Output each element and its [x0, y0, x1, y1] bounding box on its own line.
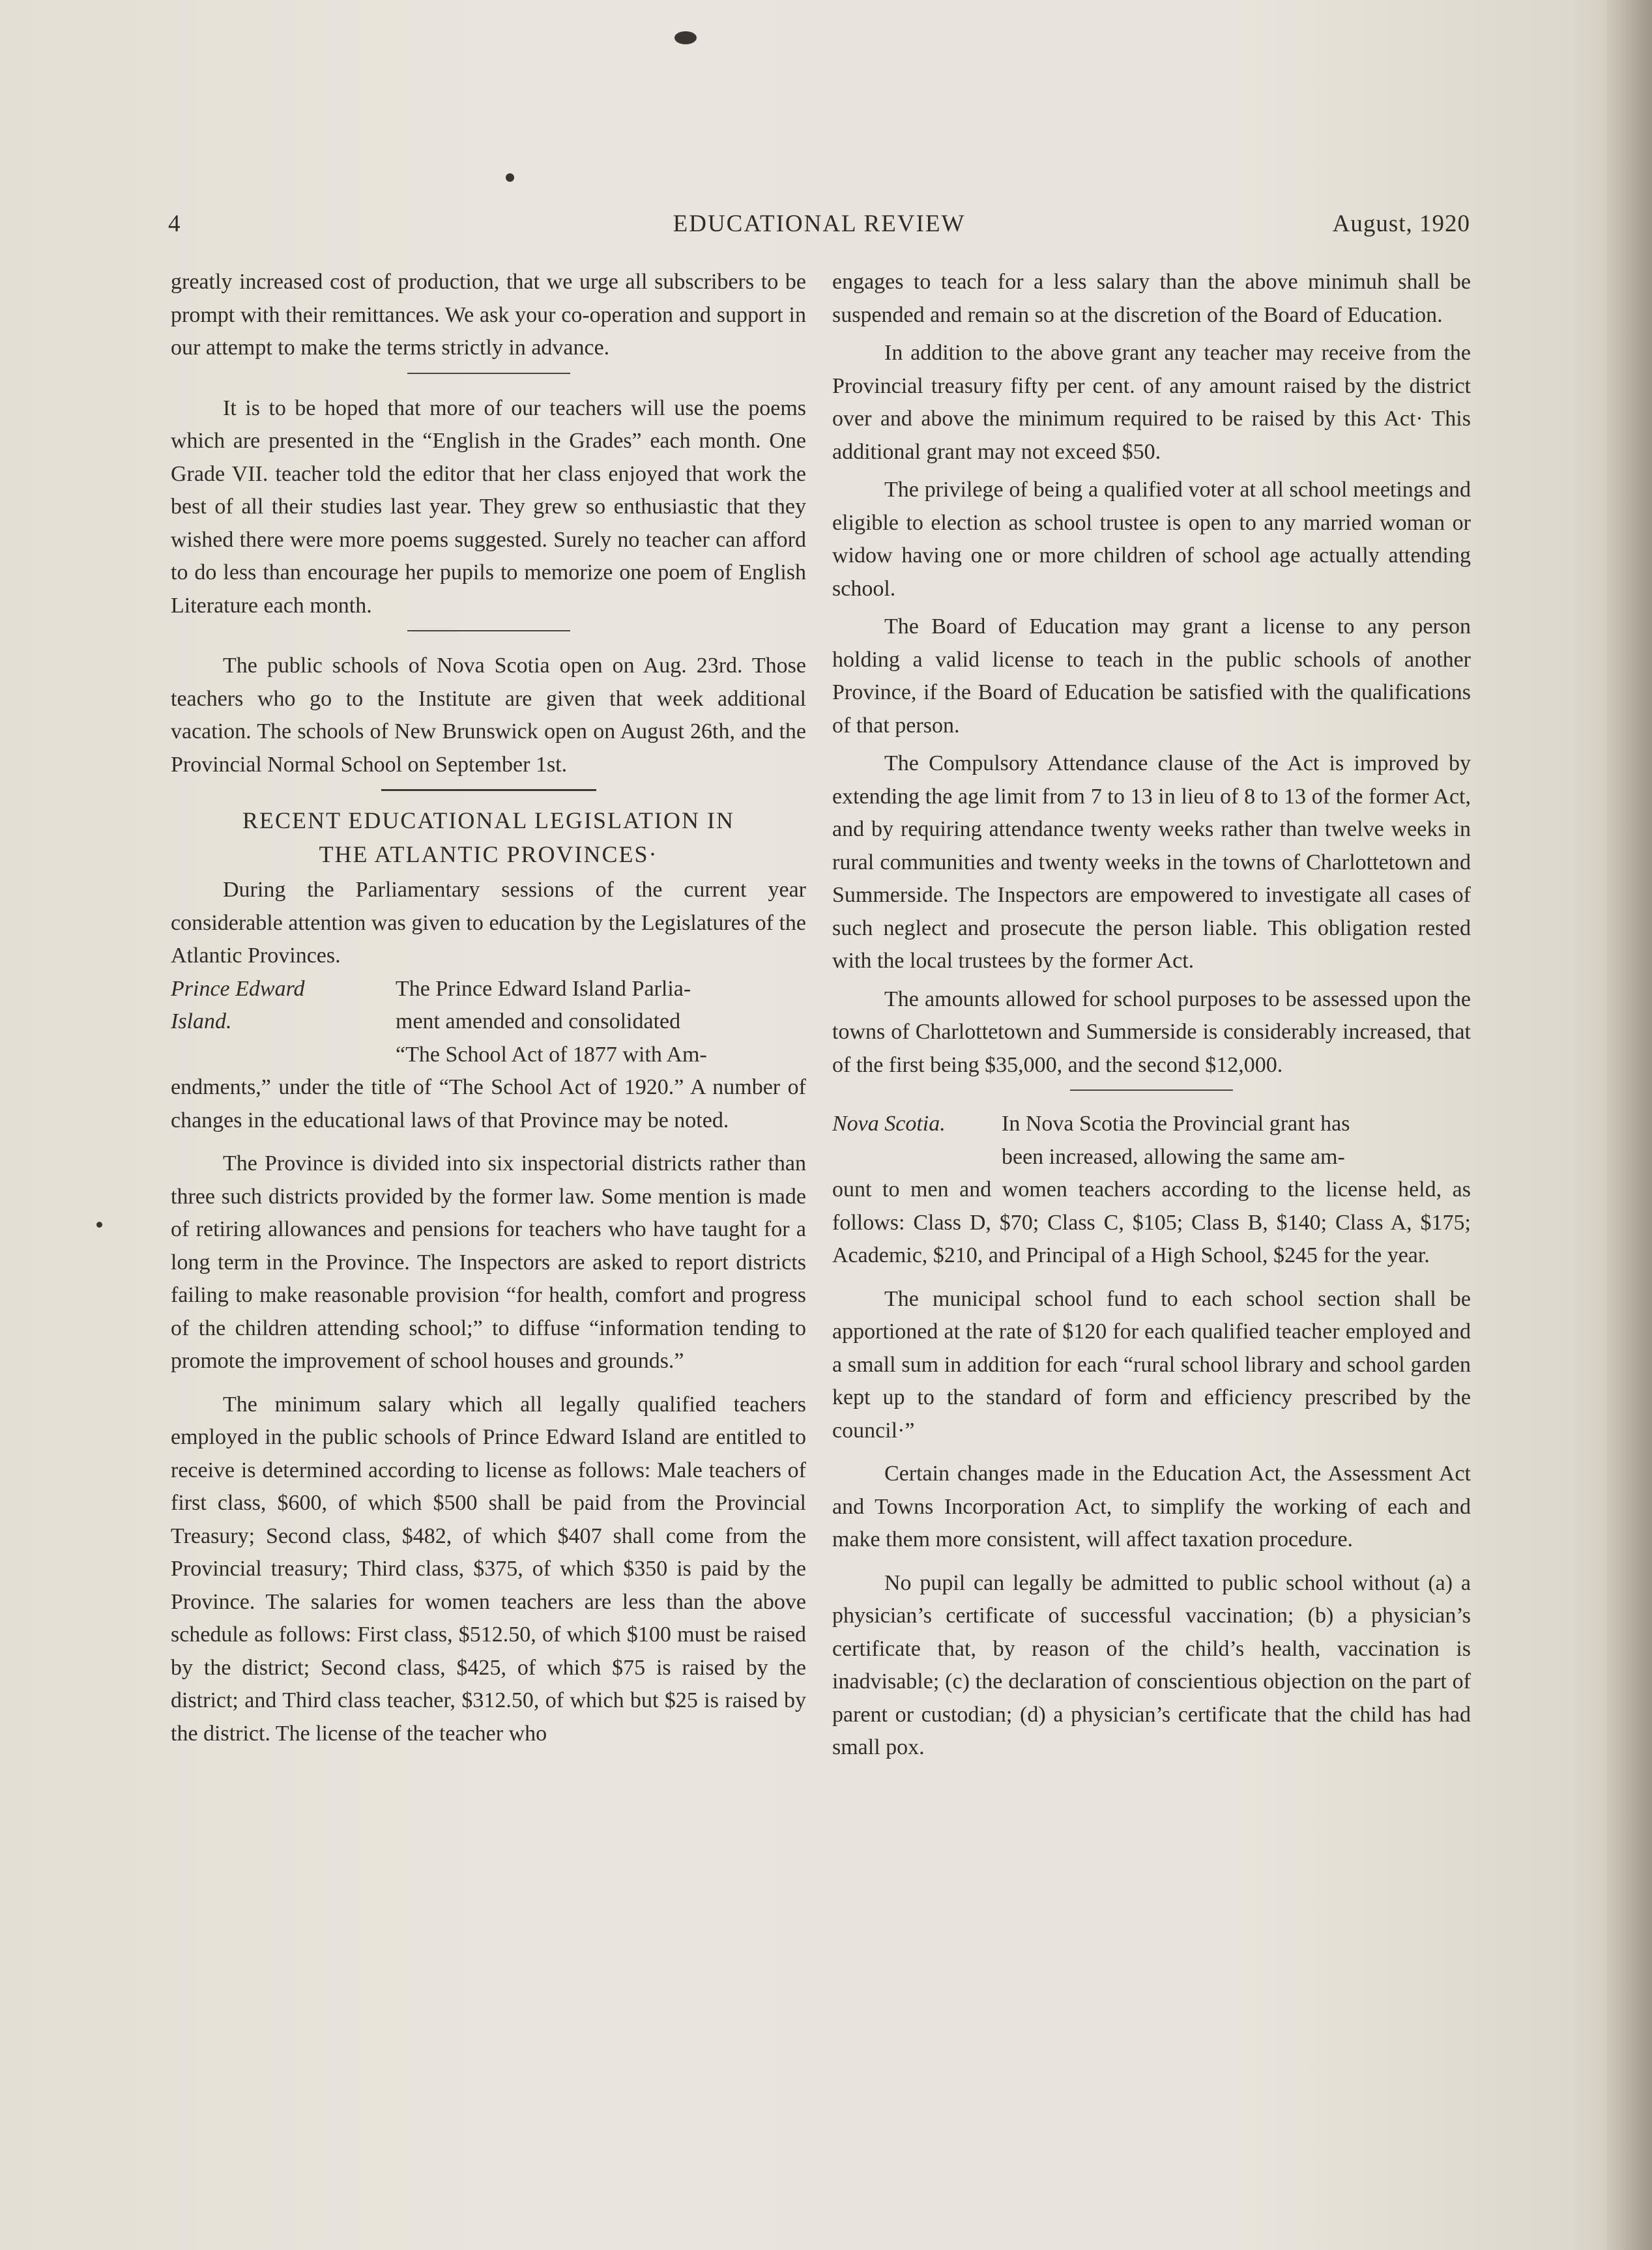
page-spine-shadow [1606, 0, 1652, 2250]
section-divider [171, 781, 806, 798]
section-divider [171, 622, 806, 639]
paragraph: The municipal school fund to each school section shall be apportioned at the rate of $120 for each qualified teacher employed and a small sum in addition for each “rural school library and school garden kept up to the standard of form and efficiency prescribed by the council·” [832, 1286, 1471, 1443]
left-column [171, 266, 806, 1750]
paragraph: Certain changes made in the Education Act, the Assessment Act and Towns Incorporation Act, to simplify the working of each and make them more consistent, will affect taxation procedure. [832, 1462, 1471, 1551]
text-line: In Nova Scotia the Provincial grant has [1002, 1112, 1350, 1136]
page-number: 4 [168, 210, 181, 237]
sidehead-label: Island. [171, 1009, 232, 1033]
heading-line: RECENT EDUCATIONAL LEGISLATION IN [242, 807, 734, 833]
paragraph: endments,” under the title of “The School Act of 1920.” A number of changes in the educational laws of that Province may be noted. [171, 1075, 806, 1132]
sidehead-label: Prince Edward [171, 976, 305, 1001]
paragraph: It is to be hoped that more of our teachers will use the poems which are presented in the “English in the Grades” each month. One Grade VII. teacher told the editor that her class enjoyed that work the best of all their studies last year. They grew so enthusiastic that they wished there were more poems suggested. Surely no teacher can afford to do less than encourage her pupils to memorize one poem of English Literature each month. [171, 396, 806, 618]
ink-speck [674, 31, 697, 44]
paragraph: The amounts allowed for school purposes to be assessed upon the towns of Charlottetown and Summerside is considerably increased, that of the first being $35,000, and the second $12,000. [832, 987, 1471, 1077]
paragraph: engages to teach for a less salary than the above minimuh shall be suspended and remain so at the discretion of the Board of Education. [832, 270, 1471, 327]
heading-line: THE ATLANTIC PROVINCES· [319, 841, 658, 867]
paragraph: The public schools of Nova Scotia open on Aug. 23rd. Those teachers who go to the Institute are given that week additional vacation. The schools of New Brunswick open on August 26th, and the Provincial Normal School on September 1st. [171, 654, 806, 777]
page-header [168, 210, 1470, 249]
paragraph: greatly increased cost of production, that we urge all subscribers to be prompt with their remittances. We ask your co-operation and support in our attempt to make the terms strictly in advance. [171, 270, 806, 360]
paragraph: The Province is divided into six inspectorial districts rather than three such districts provided by the former law. Some mention is made of retiring allowances and pensions for teachers who have taught for a long term in the Province. The Inspectors are asked to report districts failing to make reasonable provision “for health, comfort and progress of the children attending school;” to diffuse “information tending to promote the improvement of school houses and grounds.” [171, 1151, 806, 1373]
right-column [832, 266, 1471, 1765]
section-divider [832, 1082, 1471, 1108]
ink-speck [96, 1222, 102, 1228]
section-divider [171, 365, 806, 382]
text-line: The Prince Edward Island Parlia- [396, 976, 691, 1001]
paragraph: The Compulsory Attendance clause of the Act is improved by extending the age limit from 7 to 13 in lieu of 8 to 13 of the former Act, and by requiring attendance twenty weeks rather than twelve weeks in rural communities and twenty weeks in the towns of Charlottetown and Summerside. The Inspectors are empowered to investigate all cases of such neglect and prosecute the person liable. This obligation rested with the local trustees by the former Act. [832, 751, 1471, 973]
paragraph: The Board of Education may grant a license to any person holding a valid license to teach in the public schools of another Province, if the Board of Education be satisfied with the qualifications of that person. [832, 614, 1471, 738]
paragraph: During the Parliamentary sessions of the current year considerable attention was given to education by the Legislatures of the Atlantic Provinces. [171, 878, 806, 968]
publication-title: EDUCATIONAL REVIEW [673, 210, 966, 237]
paragraph: In addition to the above grant any teacher may receive from the Provincial treasury fifty per cent. of any amount raised by the district over and above the minimum required to be raised by this Act· This additional grant may not exceed $50. [832, 341, 1471, 464]
paragraph: No pupil can legally be admitted to public school without (a) a physician’s certificate of successful vaccination; (b) a physician’s certificate that, by reason of the child’s health, vaccination is inadvisable; (c) the declaration of conscientious objection on the part of parent or custodian; (d) a physician’s certificate that the child has had small pox. [832, 1570, 1471, 1759]
sidehead-label: Nova Scotia. [832, 1112, 946, 1136]
paragraph: The minimum salary which all legally qualified teachers employed in the public schools of Prince Edward Island are entitled to receive is determined according to license as follows: Male teachers of first class, $600, of which $500 shall be paid from the Provincial Treasury; Second class, $482, of which $407 shall come from the Provincial treasury; Third class, $375, of which $350 is paid by the Province. The salaries for women teachers are less than the above schedule as follows: First class, $512.50, of which $100 must be raised by the district; Second class, $425, of which $75 is raised by the district; and Third class teacher, $312.50, of which but $25 is raised by the district. The license of the teacher who [171, 1392, 806, 1746]
text-line: ment amended and consolidated [396, 1009, 681, 1033]
paragraph: The privilege of being a qualified voter at all school meetings and eligible to election as school trustee is open to any married woman or widow having one or more children of school age actually attending school. [832, 478, 1471, 601]
paragraph: ount to men and women teachers according to the license held, as follows: Class D, $70; Class C, $105; Class B, $140; Class A, $175; Academic, $210, and Principal of a High School, $245 for the year. [832, 1177, 1471, 1267]
text-line: “The School Act of 1877 with Am- [396, 1042, 707, 1067]
issue-date: August, 1920 [1332, 210, 1470, 237]
article-heading [171, 803, 806, 871]
text-line: been increased, allowing the same am- [1002, 1144, 1345, 1169]
nova-scotia-sidehead-block [832, 1108, 1471, 1174]
ink-speck [506, 173, 514, 182]
pei-sidehead-block [171, 973, 806, 1072]
